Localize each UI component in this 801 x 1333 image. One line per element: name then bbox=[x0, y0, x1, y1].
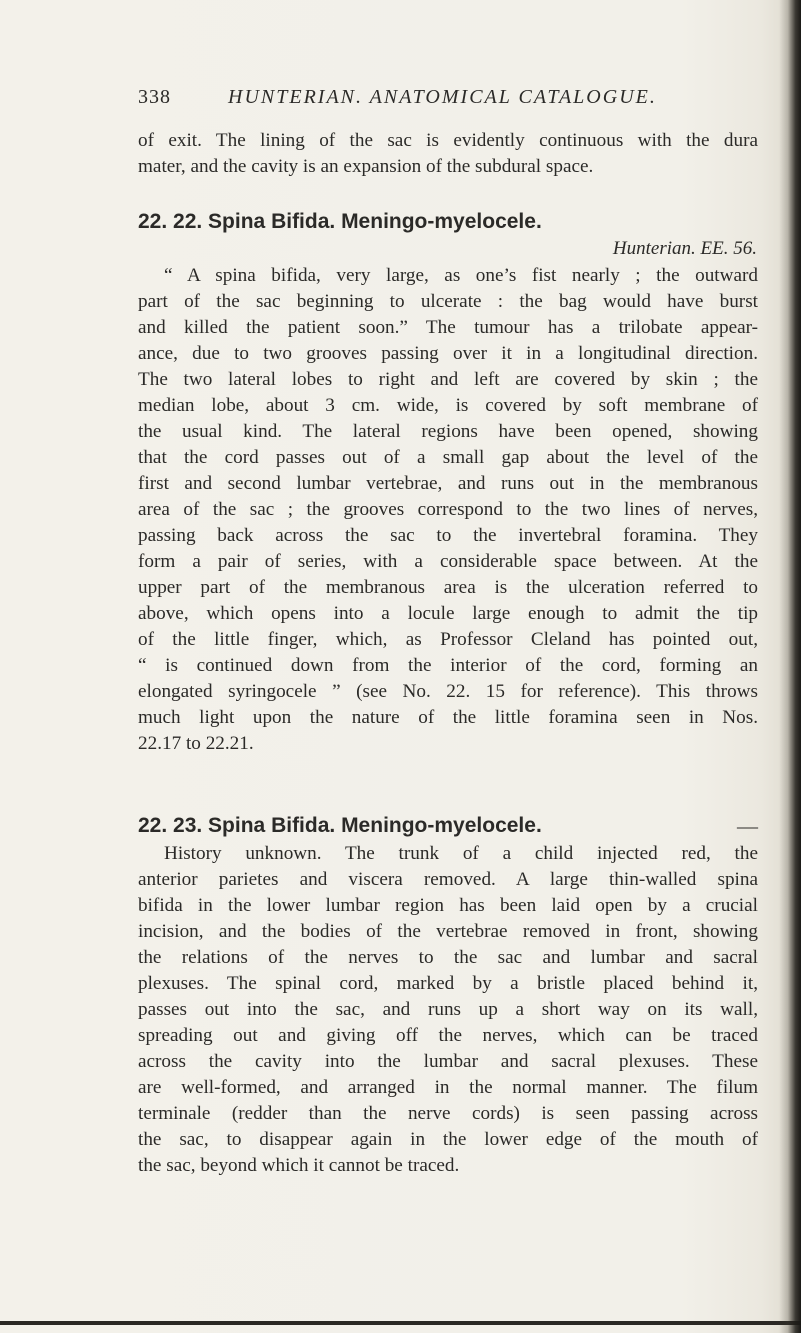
text-line: of the little finger, which, as Professor Cleland has pointed out, bbox=[138, 629, 758, 650]
running-title: HUNTERIAN. ANATOMICAL CATALOGUE. bbox=[228, 86, 657, 108]
text-line: “ A spina bifida, very large, as one’s fist nearly ; the outward bbox=[164, 265, 758, 286]
text-line: area of the sac ; the grooves correspond to the two lines of nerves, bbox=[138, 499, 758, 520]
text-line: the sac, beyond which it cannot be traced. bbox=[138, 1155, 460, 1176]
text-line: median lobe, about 3 cm. wide, is covered by soft membrane of bbox=[138, 395, 758, 416]
text-line: much light upon the nature of the little foramina seen in Nos. bbox=[138, 707, 758, 728]
continuation-paragraph bbox=[138, 128, 758, 180]
text-line: ance, due to two grooves passing over it in a longitudinal direction. bbox=[138, 343, 758, 364]
source-reference: Hunterian. EE. 56. bbox=[612, 238, 757, 259]
page-bottom-edge bbox=[0, 1321, 801, 1325]
text-line: terminale (redder than the nerve cords) is seen passing across bbox=[138, 1103, 758, 1124]
text-line: that the cord passes out of a small gap about the level of the bbox=[138, 447, 758, 468]
text-line: and killed the patient soon.” The tumour has a trilobate appear- bbox=[138, 317, 758, 338]
text-line: anterior parietes and viscera removed. A large thin-walled spina bbox=[138, 869, 758, 890]
entry-title: 22. 23. Spina Bifida. Meningo-myelocele. bbox=[138, 814, 542, 837]
text-line: across the cavity into the lumbar and sacral plexuses. These bbox=[138, 1051, 758, 1072]
text-line: part of the sac beginning to ulcerate : the bag would have burst bbox=[138, 291, 758, 312]
entry-heading bbox=[138, 210, 758, 238]
entry-heading bbox=[138, 814, 758, 842]
entry-title: 22. 22. Spina Bifida. Meningo-myelocele. bbox=[138, 210, 542, 233]
text-line: upper part of the membranous area is the ulceration referred to bbox=[138, 577, 758, 598]
text-line: the sac, to disappear again in the lower edge of the mouth of bbox=[138, 1129, 758, 1150]
text-line: of exit. The lining of the sac is evidently continuous with the dura bbox=[138, 130, 758, 151]
text-line: the usual kind. The lateral regions have been opened, showing bbox=[138, 421, 758, 442]
text-line: bifida in the lower lumbar region has been laid open by a crucial bbox=[138, 895, 758, 916]
text-line: first and second lumbar vertebrae, and runs out in the membranous bbox=[138, 473, 758, 494]
text-line: History unknown. The trunk of a child injected red, the bbox=[164, 843, 758, 864]
text-line: passes out into the sac, and runs up a short way on its wall, bbox=[138, 999, 758, 1020]
em-dash: — bbox=[737, 814, 758, 838]
text-line: spreading out and giving off the nerves, which can be traced bbox=[138, 1025, 758, 1046]
text-line: the relations of the nerves to the sac and lumbar and sacral bbox=[138, 947, 758, 968]
text-line: form a pair of series, with a considerable space between. At the bbox=[138, 551, 758, 572]
page-header bbox=[138, 86, 738, 112]
entry-description bbox=[138, 841, 758, 1179]
text-line: 22.17 to 22.21. bbox=[138, 733, 254, 754]
text-line: are well-formed, and arranged in the normal manner. The filum bbox=[138, 1077, 758, 1098]
entry-description bbox=[138, 263, 758, 757]
text-line: “ is continued down from the interior of the cord, forming an bbox=[138, 655, 758, 676]
page-edge-shadow bbox=[779, 0, 801, 1333]
text-line: incision, and the bodies of the vertebrae removed in front, showing bbox=[138, 921, 758, 942]
text-line: mater, and the cavity is an expansion of the subdural space. bbox=[138, 156, 594, 177]
text-line: elongated syringocele ” (see No. 22. 15 for reference). This throws bbox=[138, 681, 758, 702]
page-number: 338 bbox=[138, 86, 171, 108]
text-line: above, which opens into a locule large enough to admit the tip bbox=[138, 603, 758, 624]
text-line: plexuses. The spinal cord, marked by a bristle placed behind it, bbox=[138, 973, 758, 994]
text-line: The two lateral lobes to right and left are covered by skin ; the bbox=[138, 369, 758, 390]
text-line: passing back across the sac to the invertebral foramina. They bbox=[138, 525, 758, 546]
